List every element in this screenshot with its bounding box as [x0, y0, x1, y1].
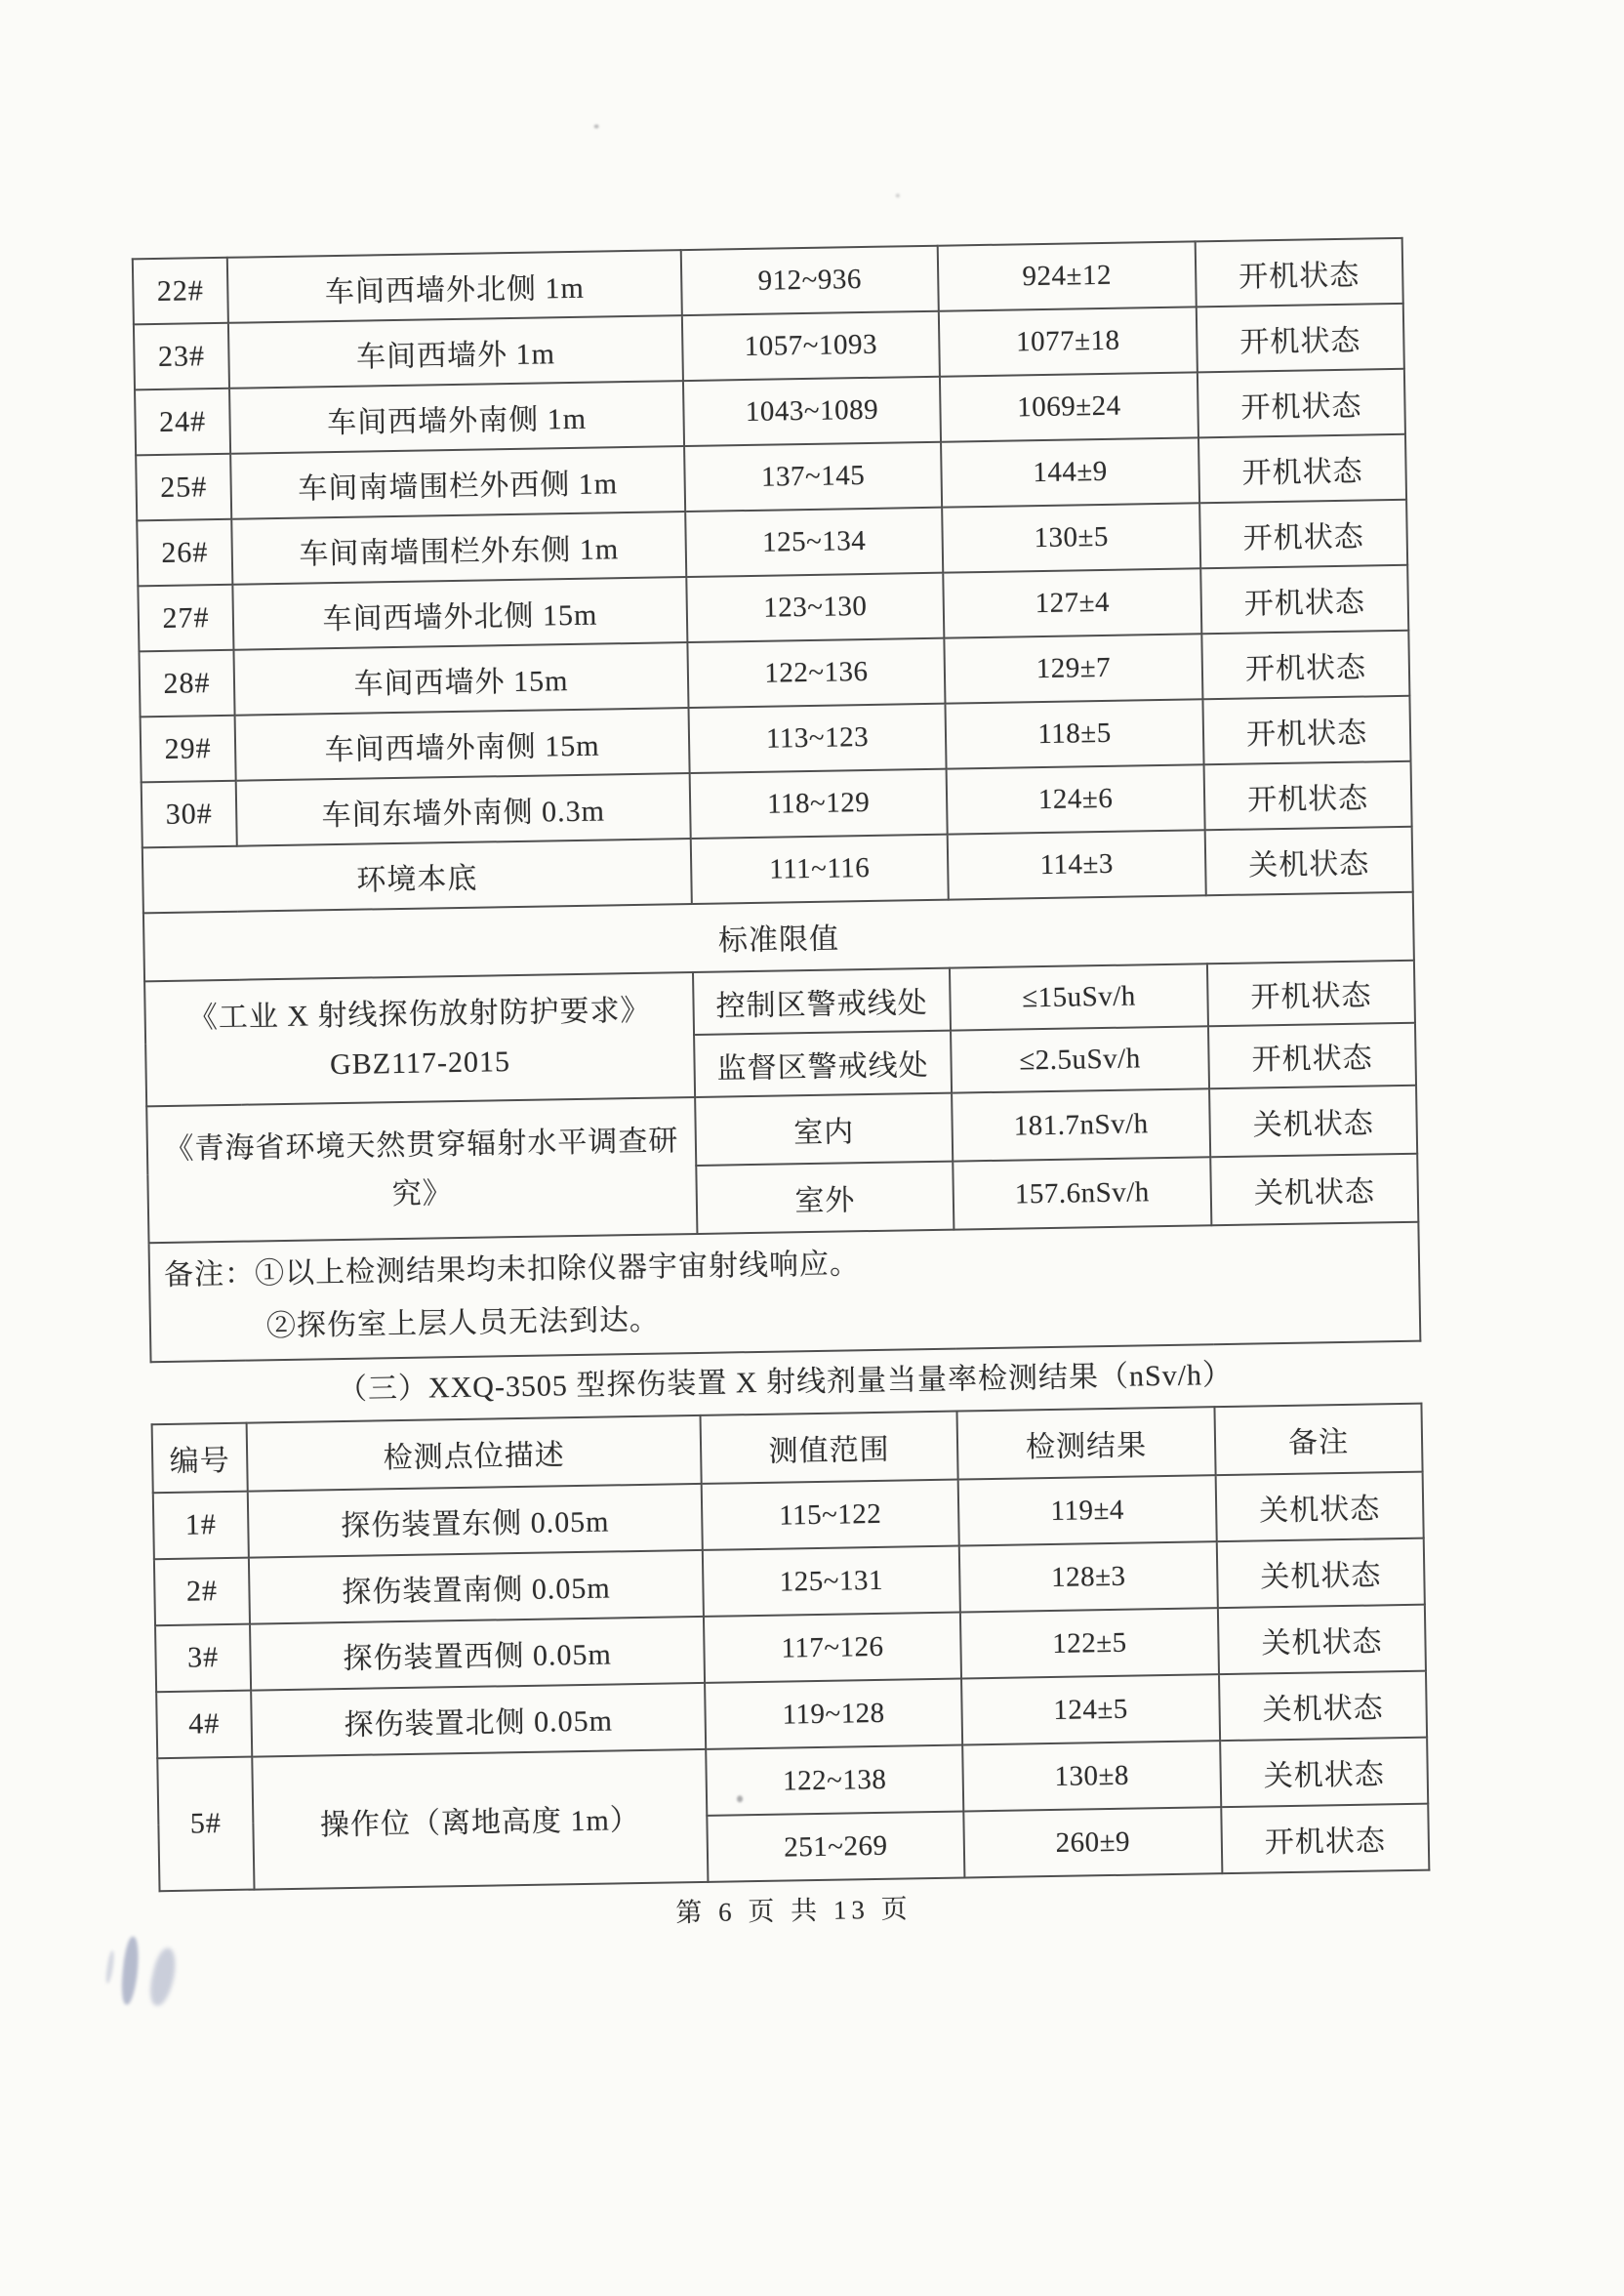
point-id-cell: 25#: [136, 454, 231, 521]
range-cell: 912~936: [681, 246, 939, 315]
limit-location-cell: 监督区警戒线处: [694, 1031, 952, 1097]
point-id-cell: 27#: [138, 585, 233, 652]
result-cell: 124±6: [947, 764, 1205, 834]
status-cell: 开机状态: [1199, 500, 1407, 569]
range-cell: 137~145: [684, 442, 942, 512]
limit-section-label: 标准限值: [143, 892, 1414, 982]
status-cell: 开机状态: [1198, 369, 1405, 438]
range-cell: 115~122: [702, 1480, 959, 1550]
point-id-cell: 2#: [154, 1558, 250, 1626]
point-desc-cell: 车间南墙围栏外东侧 1m: [231, 512, 686, 585]
pen-mark: [119, 1936, 141, 2005]
point-desc-cell: 探伤装置西侧 0.05m: [250, 1617, 705, 1691]
status-cell: 关机状态: [1210, 1154, 1418, 1226]
result-cell: 1077±18: [939, 307, 1198, 376]
status-cell: 开机状态: [1202, 696, 1410, 765]
status-cell: 开机状态: [1208, 1023, 1416, 1089]
limit-source-line1: 《工业 X 射线探伤放射防护要求》: [187, 994, 651, 1035]
limit-value-cell: 181.7nSv/h: [952, 1088, 1210, 1161]
header-result: 检测结果: [956, 1407, 1215, 1479]
status-cell: 开机状态: [1196, 238, 1403, 308]
range-cell: 125~134: [685, 508, 943, 577]
point-id-cell: 26#: [137, 519, 232, 587]
result-cell: 129±7: [944, 634, 1202, 703]
point-id-cell: 1#: [153, 1492, 249, 1560]
xxq3505-dose-table: [151, 1403, 1431, 1893]
pen-mark: [145, 1946, 180, 2007]
status-cell: 关机状态: [1216, 1472, 1424, 1542]
range-cell: 117~126: [704, 1613, 961, 1683]
header-point-id: 编号: [152, 1423, 248, 1494]
point-id-cell: 28#: [139, 650, 234, 718]
point-id-cell: 3#: [155, 1624, 251, 1693]
point-desc-cell: 车间东墙外南侧 0.3m: [236, 773, 691, 846]
page-number: 第 6 页 共 13 页: [675, 1894, 913, 1928]
limit-source-line1: 《青海省环境天然贯穿辐射水平调查研究》: [164, 1125, 679, 1211]
page-content: [132, 237, 1429, 1938]
range-cell: 113~123: [689, 704, 947, 773]
scan-speck: [896, 193, 900, 197]
result-cell: 118±5: [945, 699, 1203, 768]
range-cell: 122~138: [706, 1745, 963, 1816]
limit-location-cell: 室外: [696, 1162, 954, 1234]
point-desc-cell: 车间西墙外南侧 1m: [229, 381, 684, 454]
status-cell: 开机状态: [1198, 434, 1406, 504]
result-cell: 122±5: [960, 1608, 1219, 1678]
status-cell: 开机状态: [1200, 565, 1408, 635]
point-id-cell: 29#: [141, 716, 236, 783]
header-range: 测值范围: [701, 1412, 958, 1484]
range-cell: 123~130: [686, 573, 944, 642]
status-cell: 开机状态: [1197, 304, 1404, 373]
point-desc-cell: 车间西墙外南侧 15m: [235, 708, 690, 781]
status-cell: 关机状态: [1205, 827, 1413, 896]
status-cell: 开机状态: [1204, 761, 1412, 831]
range-cell: 251~269: [707, 1812, 964, 1882]
result-cell: 119±4: [958, 1475, 1217, 1545]
status-cell: 开机状态: [1221, 1804, 1429, 1874]
point-desc-cell: 车间南墙围栏外西侧 1m: [230, 446, 685, 519]
point-id-cell: 30#: [142, 781, 237, 848]
status-cell: 开机状态: [1201, 631, 1409, 700]
status-cell: 开机状态: [1207, 961, 1415, 1027]
header-point-desc: 检测点位描述: [247, 1415, 702, 1492]
point-desc-cell: 车间西墙外北侧 1m: [227, 250, 682, 323]
point-desc-cell: 操作位（离地高度 1m）: [252, 1749, 708, 1890]
scan-speck: [737, 1795, 743, 1802]
range-cell: 118~129: [690, 769, 948, 839]
limit-source-cell: [144, 972, 695, 1106]
limit-value-cell: 157.6nSv/h: [953, 1157, 1211, 1229]
result-cell: 130±5: [942, 503, 1200, 572]
limit-location-cell: 控制区警戒线处: [693, 968, 951, 1035]
workshop-dose-table: [132, 237, 1422, 1363]
point-desc-cell: 探伤装置北侧 0.05m: [251, 1683, 706, 1757]
range-cell: 125~131: [703, 1546, 960, 1617]
point-id-cell: 24#: [135, 389, 230, 456]
point-desc-cell: 车间西墙外 15m: [233, 642, 688, 716]
point-desc-cell: 探伤装置南侧 0.05m: [249, 1550, 704, 1624]
result-cell: 924±12: [938, 241, 1197, 310]
section-title: （三）XXQ-3505 型探伤装置 X 射线剂量当量率检测结果（nSv/h）: [337, 1358, 1234, 1407]
point-id-cell: 4#: [156, 1691, 252, 1759]
limit-value-cell: ≤15uSv/h: [950, 964, 1208, 1030]
notes-cell: [149, 1222, 1421, 1363]
result-cell: 1069±24: [940, 372, 1198, 441]
result-cell: 114±3: [948, 830, 1206, 899]
point-id-cell: 23#: [134, 323, 229, 390]
limit-source-cell: [146, 1097, 697, 1243]
status-cell: 关机状态: [1209, 1086, 1417, 1158]
limit-location-cell: 室内: [695, 1093, 953, 1166]
range-cell: 1043~1089: [683, 377, 941, 446]
scan-speck: [594, 124, 599, 128]
result-cell: 130±8: [962, 1741, 1221, 1811]
point-desc-cell: 探伤装置东侧 0.05m: [248, 1484, 703, 1558]
limit-source-line2: GBZ117-2015: [329, 1046, 511, 1082]
limit-value-cell: ≤2.5uSv/h: [951, 1026, 1209, 1092]
range-cell: 111~116: [691, 835, 949, 904]
range-cell: 122~136: [687, 638, 945, 708]
status-cell: 关机状态: [1220, 1738, 1428, 1808]
status-cell: 关机状态: [1219, 1671, 1427, 1742]
note-text: ①以上检测结果均未扣除仪器宇宙射线响应。: [254, 1248, 861, 1291]
range-cell: 119~128: [705, 1679, 962, 1749]
result-cell: 128±3: [959, 1541, 1218, 1612]
notes-label: 备注：: [163, 1257, 256, 1292]
result-cell: 124±5: [961, 1674, 1220, 1744]
result-cell: 260±9: [963, 1807, 1222, 1877]
result-cell: 144±9: [941, 437, 1199, 507]
notes-row: [149, 1222, 1421, 1363]
point-id-cell: 5#: [157, 1757, 254, 1892]
status-cell: 关机状态: [1217, 1538, 1425, 1609]
pen-mark: [104, 1950, 115, 1985]
point-desc-cell: 环境本底: [142, 839, 692, 913]
result-cell: 127±4: [943, 568, 1201, 637]
note-text: ②探伤室上层人员无法到达。: [265, 1303, 661, 1343]
status-cell: 关机状态: [1218, 1605, 1426, 1675]
point-desc-cell: 车间西墙外北侧 15m: [232, 577, 687, 650]
header-remark: 备注: [1214, 1404, 1422, 1476]
point-desc-cell: 车间西墙外 1m: [228, 315, 683, 389]
point-id-cell: 22#: [133, 258, 228, 325]
range-cell: 1057~1093: [682, 311, 940, 381]
